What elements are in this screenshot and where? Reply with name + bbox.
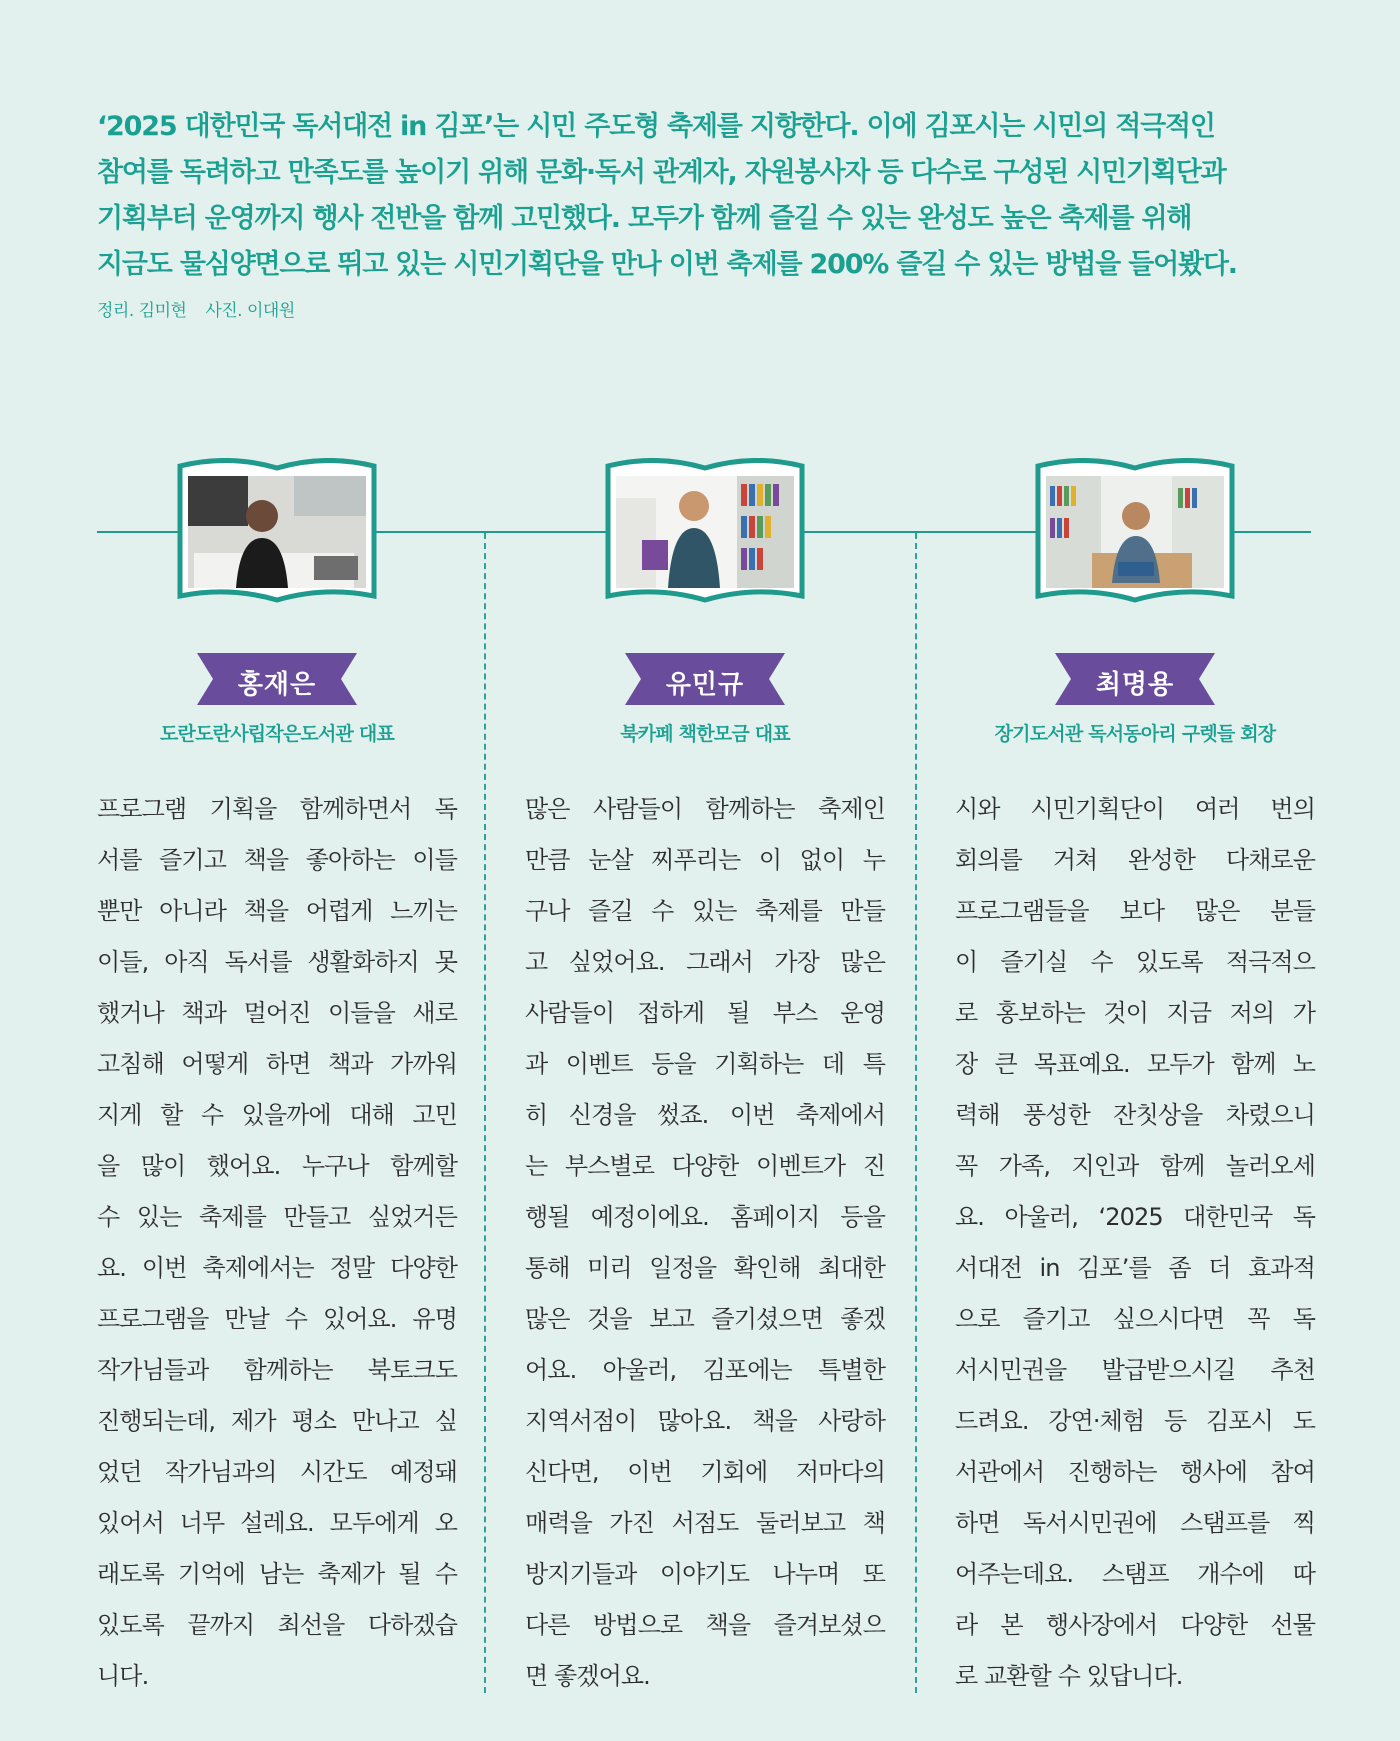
quote-line: 요. 아울러, ‘2025 대한민국 독: [955, 1203, 1315, 1231]
quote-line: 있어서 너무 설레요. 모두에게 오: [97, 1509, 457, 1537]
quote-line: 다른 방법으로 책을 즐겨보셨으: [525, 1611, 885, 1639]
name-tag: [97, 653, 457, 709]
quote-line: 뿐만 아니라 책을 어렵게 느끼는: [97, 897, 457, 925]
quote-line: 래도록 기억에 남는 축제가 될 수: [97, 1560, 457, 1588]
quote-line: 과 이벤트 등을 기획하는 데 특: [525, 1050, 885, 1078]
credit-photo: 사진. 이대원: [205, 301, 295, 321]
person-role: 장기도서관 독서동아리 구렛들 회장: [994, 723, 1276, 745]
quote-line: 면 좋겠어요.: [525, 1662, 650, 1690]
quote-line: 방지기들과 이야기도 나누며 또: [525, 1560, 885, 1588]
quote-line: 프로그램들을 보다 많은 분들: [955, 897, 1315, 925]
quote-line: 어주는데요. 스탬프 개수에 따: [955, 1560, 1315, 1588]
profile-column: [955, 458, 1315, 1702]
name-tag: [525, 653, 885, 709]
quote-line: 많은 것을 보고 즐기셨으면 좋겠: [525, 1305, 885, 1333]
quote-line: 지게 할 수 있을까에 대해 고민: [97, 1101, 457, 1129]
person-photo-icon: [1032, 458, 1238, 604]
quote-line: 어요. 아울러, 김포에는 특별한: [525, 1356, 885, 1384]
person-name: 최명용: [1095, 670, 1175, 700]
quote-line: 진행되는데, 제가 평소 만나고 싶: [97, 1407, 457, 1435]
quote-line: 고침해 어떻게 하면 책과 가까워: [97, 1050, 457, 1078]
quote-line: 라 본 행사장에서 다양한 선물: [955, 1611, 1315, 1639]
quote-line: 고 싶었어요. 그래서 가장 많은: [525, 948, 885, 976]
vertical-divider: [915, 533, 917, 1693]
quote-line: 서시민권을 발급받으시길 추천: [955, 1356, 1315, 1384]
profile-column: [525, 458, 885, 1702]
quote-line: 있도록 끝까지 최선을 다하겠습: [97, 1611, 457, 1639]
person-photo-icon: [602, 458, 808, 604]
quote-line: 서를 즐기고 책을 좋아하는 이들: [97, 846, 457, 874]
quote-line: 시와 시민기획단이 여러 번의: [955, 795, 1315, 823]
quote-line: 회의를 거쳐 완성한 다채로운: [955, 846, 1315, 874]
credit-editor: 정리. 김미현: [97, 301, 187, 321]
quote-line: 만큼 눈살 찌푸리는 이 없이 누: [525, 846, 885, 874]
intro-line: 지금도 물심양면으로 뛰고 있는 시민기획단을 만나 이번 축제를 200% 즐길 수 있는 방법을 들어봤다.: [97, 249, 1237, 280]
quote-line: 매력을 가진 서점도 둘러보고 책: [525, 1509, 885, 1537]
quote-line: 이 즐기실 수 있도록 적극적으: [955, 948, 1315, 976]
quote-line: 는 부스별로 다양한 이벤트가 진: [525, 1152, 885, 1180]
vertical-divider: [484, 533, 486, 1693]
credits: [97, 296, 1327, 321]
quote-line: 하면 독서시민권에 스탬프를 찍: [955, 1509, 1315, 1537]
quote-text: [97, 784, 457, 1702]
quote-line: 요. 이번 축제에서는 정말 다양한: [97, 1254, 457, 1282]
quote-line: 프로그램 기획을 함께하면서 독: [97, 795, 457, 823]
quote-line: 드려요. 강연·체험 등 김포시 도: [955, 1407, 1315, 1435]
quote-text: [525, 784, 885, 1702]
quote-line: 많은 사람들이 함께하는 축제인: [525, 795, 885, 823]
person-name: 홍재은: [237, 670, 317, 700]
quote-line: 서관에서 진행하는 행사에 참여: [955, 1458, 1315, 1486]
person-photo-icon: [174, 458, 380, 604]
quote-line: 히 신경을 썼죠. 이번 축제에서: [525, 1101, 885, 1129]
person-role: 도란도란사립작은도서관 대표: [159, 723, 395, 745]
quote-line: 했거나 책과 멀어진 이들을 새로: [97, 999, 457, 1027]
quote-line: 이들, 아직 독서를 생활화하지 못: [97, 948, 457, 976]
quote-line: 작가님들과 함께하는 북토크도: [97, 1356, 457, 1384]
intro-section: [97, 104, 1327, 321]
quote-line: 신다면, 이번 기회에 저마다의: [525, 1458, 885, 1486]
quote-line: 프로그램을 만날 수 있어요. 유명: [97, 1305, 457, 1333]
quote-line: 수 있는 축제를 만들고 싶었거든: [97, 1203, 457, 1231]
intro-line: ‘2025 대한민국 독서대전 in 김포’는 시민 주도형 축제를 지향한다. 이에 김포시는 시민의 적극적인: [97, 111, 1215, 142]
intro-line: 기획부터 운영까지 행사 전반을 함께 고민했다. 모두가 함께 즐길 수 있는 완성도 높은 축제를 위해: [97, 203, 1192, 234]
quote-line: 력해 풍성한 잔칫상을 차렸으니: [955, 1101, 1315, 1129]
intro-line: 참여를 독려하고 만족도를 높이기 위해 문화·독서 관계자, 자원봉사자 등 다수로 구성된 시민기획단과: [97, 157, 1226, 188]
quote-line: 지역서점이 많아요. 책을 사랑하: [525, 1407, 885, 1435]
quote-line: 서대전 in 김포’를 좀 더 효과적: [955, 1254, 1315, 1282]
quote-line: 었던 작가님과의 시간도 예정돼: [97, 1458, 457, 1486]
quote-line: 행될 예정이에요. 홈페이지 등을: [525, 1203, 885, 1231]
quote-text: [955, 784, 1315, 1702]
person-role: 북카페 책한모금 대표: [620, 723, 790, 745]
quote-line: 로 교환할 수 있답니다.: [955, 1662, 1183, 1690]
quote-line: 으로 즐기고 싶으시다면 꼭 독: [955, 1305, 1315, 1333]
person-name: 유민규: [665, 670, 745, 700]
profile-column: [97, 458, 457, 1702]
quote-line: 꼭 가족, 지인과 함께 놀러오세: [955, 1152, 1315, 1180]
quote-line: 로 홍보하는 것이 지금 저의 가: [955, 999, 1315, 1027]
quote-line: 을 많이 했어요. 누구나 함께할: [97, 1152, 457, 1180]
quote-line: 장 큰 목표예요. 모두가 함께 노: [955, 1050, 1315, 1078]
quote-line: 니다.: [97, 1662, 149, 1690]
quote-line: 사람들이 접하게 될 부스 운영: [525, 999, 885, 1027]
quote-line: 구나 즐길 수 있는 축제를 만들: [525, 897, 885, 925]
quote-line: 통해 미리 일정을 확인해 최대한: [525, 1254, 885, 1282]
name-tag: [955, 653, 1315, 709]
